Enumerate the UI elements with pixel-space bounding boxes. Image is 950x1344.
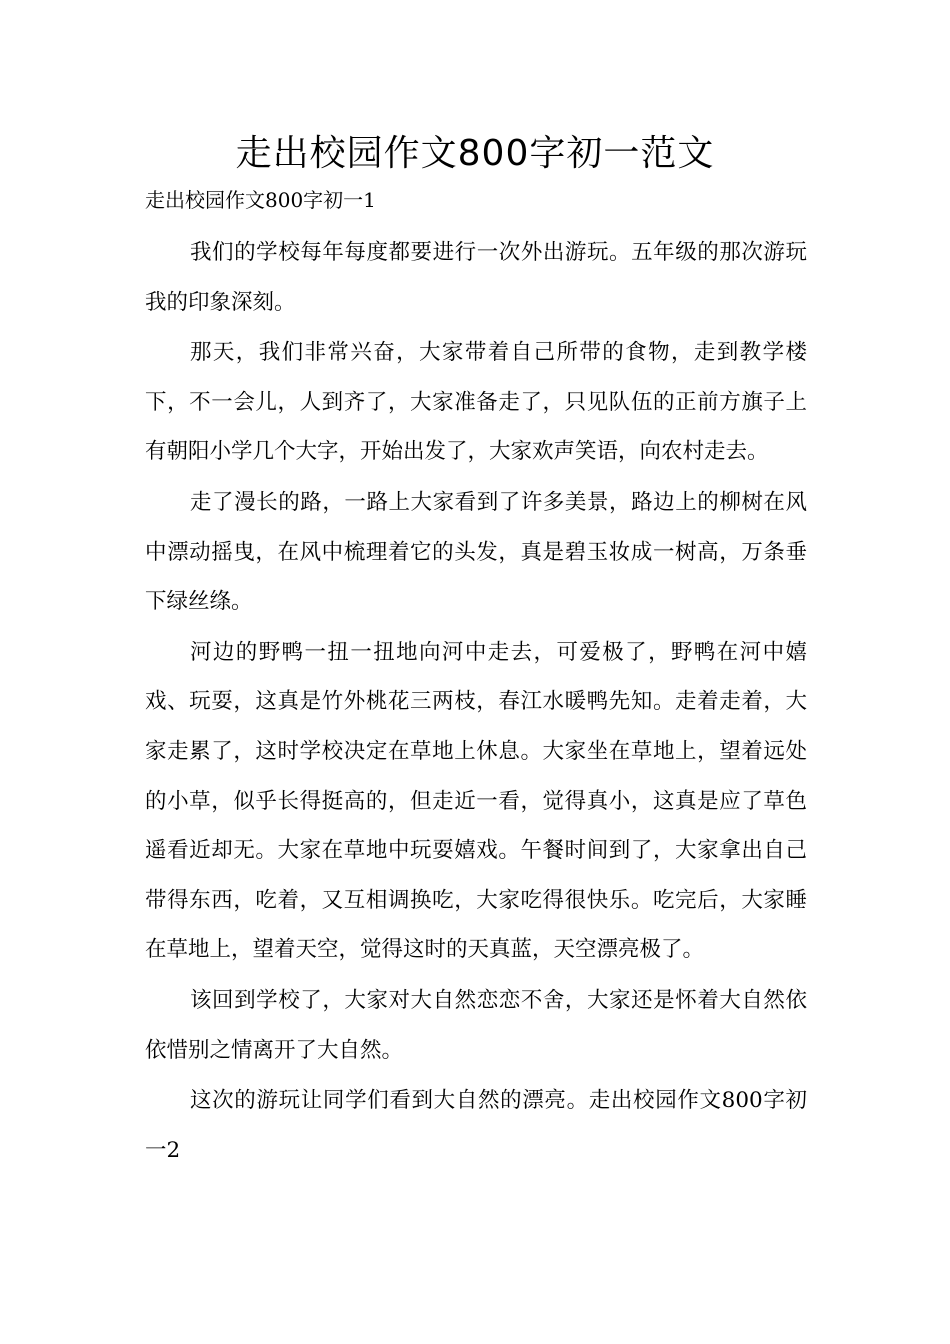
paragraph: 该回到学校了，大家对大自然恋恋不舍，大家还是怀着大自然依依惜别之情离开了大自然。 bbox=[145, 987, 807, 1063]
paragraph: 河边的野鸭一扭一扭地向河中走去，可爱极了，野鸭在河中嬉戏、玩耍，这真是竹外桃花三两枝，春江水暖鸭先知。走着走着，大家走累了，这时学校决定在草地上休息。大家坐在草地上，望着远处的小草，似乎长得挺高的，但走近一看，觉得真小，这真是应了草色遥看近却无。大家在草地中玩耍嬉戏。午餐时间到了，大家拿出自己带得东西，吃着，又互相调换吃，大家吃得很快乐。吃完后，大家睡在草地上，望着天空，觉得这时的天真蓝，天空漂亮极了。 bbox=[145, 639, 807, 963]
paragraph: 我们的学校每年每度都要进行一次外出游玩。五年级的那次游玩我的印象深刻。 bbox=[145, 240, 807, 315]
section-heading: 走出校园作文800字初一1 bbox=[145, 188, 376, 212]
document-body bbox=[145, 228, 807, 1176]
paragraph: 那天，我们非常兴奋，大家带着自己所带的食物，走到教学楼下，不一会儿，人到齐了，大家准备走了，只见队伍的正前方旗子上有朝阳小学几个大字，开始出发了，大家欢声笑语，向农村走去。 bbox=[145, 340, 807, 465]
paragraph: 这次的游玩让同学们看到大自然的漂亮。走出校园作文800字初一2 bbox=[145, 1088, 807, 1163]
document-title: 走出校园作文800字初一范文 bbox=[235, 133, 715, 174]
paragraph: 走了漫长的路，一路上大家看到了许多美景，路边上的柳树在风中漂动摇曳，在风中梳理着它的头发，真是碧玉妆成一树高，万条垂下绿丝绦。 bbox=[145, 489, 807, 615]
